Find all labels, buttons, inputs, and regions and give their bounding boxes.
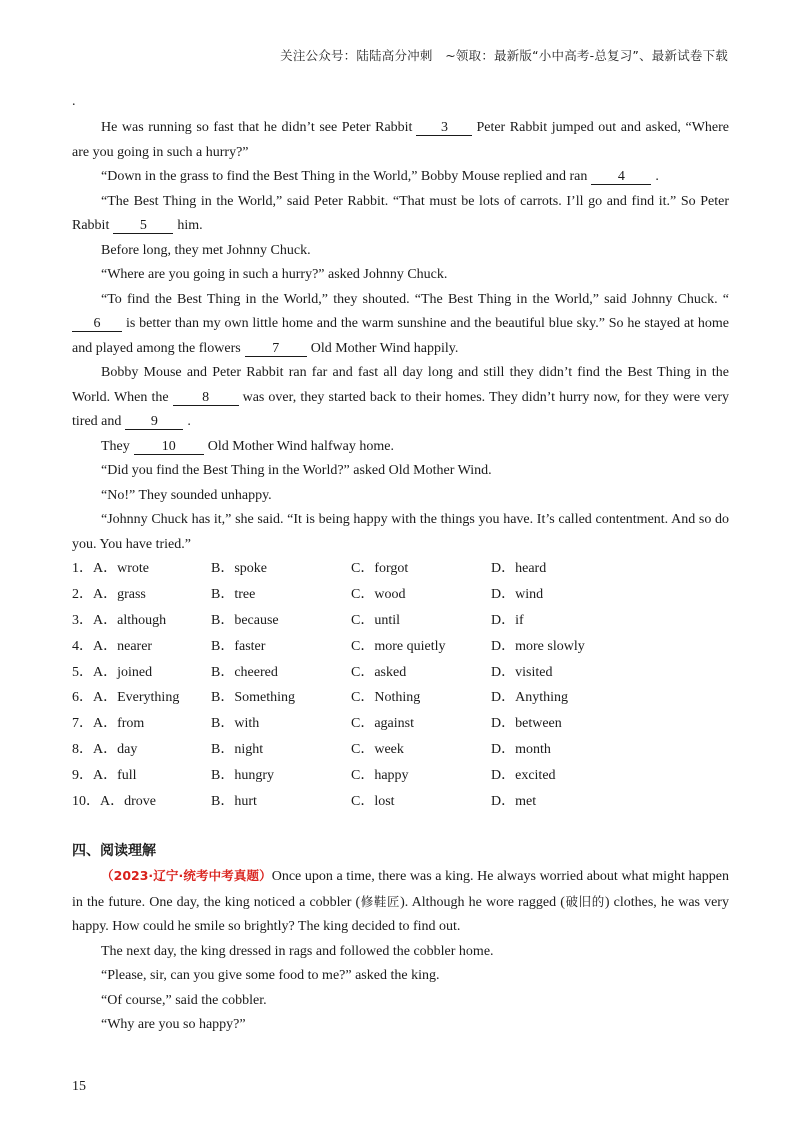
option-row xyxy=(72,608,732,634)
option-d: D．heard xyxy=(491,561,547,576)
stray-mark: . xyxy=(72,94,76,109)
option-c: C．asked xyxy=(351,664,407,680)
option-d: D．more slowly xyxy=(491,638,585,654)
option-a: 6．A．Everything xyxy=(72,690,180,706)
paragraph: （2023·辽宁·统考中考真题）Once upon a time, there was a king. He always worried about what might happen in the future. One day, the king noticed a cobbler (修鞋匠). Although he wore ragged (破旧的) clothes, he was very happy. How could he smile so brightly? The king decided to find out. xyxy=(72,868,729,934)
option-c: C．until xyxy=(351,612,401,628)
blank-5: 5 xyxy=(113,218,173,234)
option-b: B．hungry xyxy=(211,768,274,784)
paragraph: The next day, the king dressed in rags and followed the cobbler home. xyxy=(101,943,494,959)
blank-9: 9 xyxy=(125,414,183,430)
option-b: B．because xyxy=(211,612,279,628)
option-d: D．if xyxy=(491,612,524,628)
paragraph: “Did you find the Best Thing in the World?” asked Old Mother Wind. xyxy=(101,463,492,478)
option-row xyxy=(72,763,732,789)
paragraph: “The Best Thing in the World,” said Peter Rabbit. “That must be lots of carrots. I’ll go and find it.” So Peter Rabbit 5 him. xyxy=(72,193,729,233)
option-row xyxy=(72,634,732,660)
option-row xyxy=(72,582,732,608)
option-a: 5．A．joined xyxy=(72,664,153,680)
option-a: 4．A．nearer xyxy=(72,638,153,654)
cloze-passage xyxy=(72,116,729,557)
page-header: 关注公众号：陆陆高分冲刺 ~领取：最新版“小中高考-总复习”、最新试卷下载 xyxy=(280,48,728,63)
option-a: 7．A．from xyxy=(72,716,145,732)
option-row xyxy=(72,660,732,686)
paragraph: They 10 Old Mother Wind halfway home. xyxy=(101,438,394,454)
option-a: 1．A．wrote xyxy=(72,561,149,576)
option-d: D．Anything xyxy=(491,690,568,706)
section-title: 四、阅读理解 xyxy=(72,843,156,859)
option-d: D．between xyxy=(491,716,562,732)
option-c: C．more quietly xyxy=(351,638,446,654)
option-row xyxy=(72,685,732,711)
paragraph: “Of course,” said the cobbler. xyxy=(101,992,267,1008)
option-b: B．Something xyxy=(211,690,296,706)
option-d: D．excited xyxy=(491,768,556,784)
option-a: 3．A．although xyxy=(72,612,167,628)
option-b: B．cheered xyxy=(211,664,278,680)
option-b: B．faster xyxy=(211,638,266,654)
paragraph: “Johnny Chuck has it,” she said. “It is being happy with the things you have. It’s called contentment. And so do you. You have tried.” xyxy=(72,512,729,552)
option-b: B．spoke xyxy=(211,561,267,576)
paragraph: “To find the Best Thing in the World,” they shouted. “The Best Thing in the World,” said Johnny Chuck. “6 is better than my own little home and the warm sunshine and the beautiful blue sky.” So he stayed at home and played among the flowers 7 Old Mother Wind happily. xyxy=(72,291,729,356)
option-d: D．month xyxy=(491,742,551,758)
blank-8: 8 xyxy=(173,390,239,406)
option-b: B．night xyxy=(211,742,264,758)
option-c: C．forgot xyxy=(351,561,409,576)
paragraph: “Please, sir, can you give some food to me?” asked the king. xyxy=(101,968,440,983)
option-b: B．hurt xyxy=(211,794,257,810)
option-c: C．against xyxy=(351,716,414,732)
option-c: C．wood xyxy=(351,586,406,602)
option-b: B．tree xyxy=(211,586,256,602)
page-number: 15 xyxy=(72,1079,86,1094)
option-a: 2．A．grass xyxy=(72,586,146,602)
option-b: B．with xyxy=(211,716,260,732)
option-c: C．week xyxy=(351,742,404,758)
option-a: 9．A．full xyxy=(72,768,137,784)
paragraph: Before long, they met Johnny Chuck. xyxy=(101,242,311,258)
option-c: C．Nothing xyxy=(351,690,421,706)
paragraph: Bobby Mouse and Peter Rabbit ran far and fast all day long and still they didn’t find the Best Thing in the World. When the 8 was over, they started back to their homes. They didn’t hurry now, for they were very tired and 9 . xyxy=(72,365,729,429)
option-a: 8．A．day xyxy=(72,742,138,758)
option-row xyxy=(72,737,732,763)
reading-passage xyxy=(72,864,729,1038)
blank-3: 3 xyxy=(416,120,472,136)
paragraph: “Where are you going in such a hurry?” asked Johnny Chuck. xyxy=(101,267,448,282)
option-row xyxy=(72,711,732,737)
option-c: C．lost xyxy=(351,794,395,810)
exam-source: （2023·辽宁·统考中考真题） xyxy=(101,868,272,883)
paragraph: He was running so fast that he didn’t see Peter Rabbit 3 Peter Rabbit jumped out and asked, “Where are you going in such a hurry?” xyxy=(72,120,729,160)
option-row xyxy=(72,556,732,582)
answer-options xyxy=(72,556,732,815)
blank-6: 6 xyxy=(72,316,122,332)
option-d: D．visited xyxy=(491,664,553,680)
blank-7: 7 xyxy=(245,341,307,357)
blank-4: 4 xyxy=(591,169,651,185)
blank-10: 10 xyxy=(134,439,204,455)
option-row xyxy=(72,789,732,815)
option-c: C．happy xyxy=(351,768,409,784)
option-a: 10．A．drove xyxy=(72,794,156,810)
paragraph: “No!” They sounded unhappy. xyxy=(101,487,272,503)
option-d: D．wind xyxy=(491,586,544,602)
option-d: D．met xyxy=(491,794,537,810)
paragraph: “Why are you so happy?” xyxy=(101,1017,246,1032)
paragraph: “Down in the grass to find the Best Thing in the World,” Bobby Mouse replied and ran 4 . xyxy=(101,169,659,184)
